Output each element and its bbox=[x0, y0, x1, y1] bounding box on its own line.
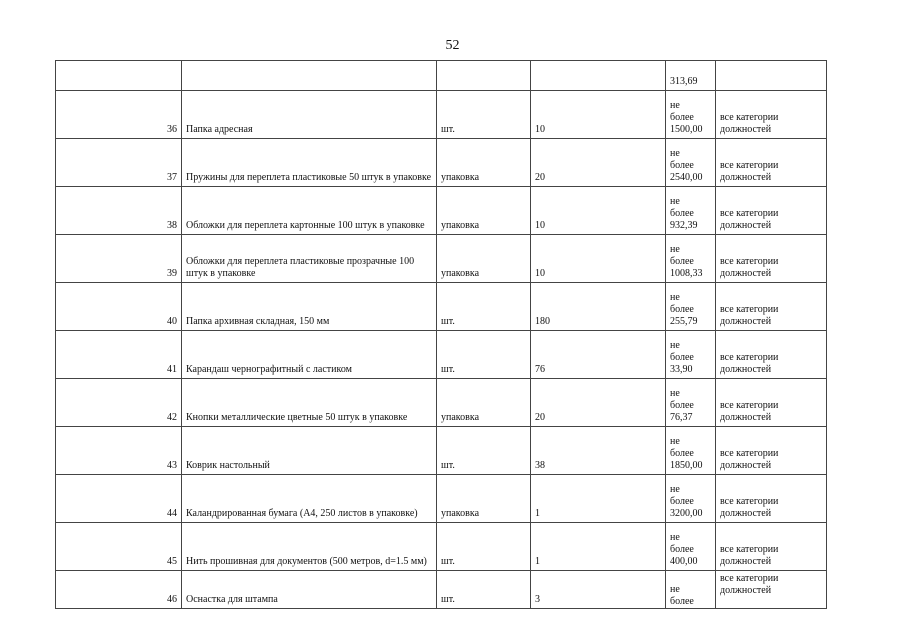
item-name-cell: Каландрированная бумага (А4, 250 листов в упаковке) bbox=[182, 475, 437, 523]
quantity-cell: 38 bbox=[531, 427, 666, 475]
page-number: 52 bbox=[445, 38, 460, 53]
row-number-cell: 44 bbox=[56, 475, 182, 523]
price-line: 255,79 bbox=[670, 316, 698, 327]
row-number-cell: 40 bbox=[56, 283, 182, 331]
quantity-cell: 10 bbox=[531, 91, 666, 139]
item-name-cell: Коврик настольный bbox=[182, 427, 437, 475]
category-cell: все категории должностей bbox=[716, 523, 827, 571]
item-name-cell bbox=[182, 61, 437, 91]
quantity-cell: 1 bbox=[531, 523, 666, 571]
item-name-cell: Карандаш чернографитный с ластиком bbox=[182, 331, 437, 379]
unit-cell: упаковка bbox=[437, 475, 531, 523]
price-line: 400,00 bbox=[670, 556, 698, 567]
quantity-cell: 10 bbox=[531, 187, 666, 235]
price-cell bbox=[666, 139, 716, 187]
price-line: 3200,00 bbox=[670, 508, 703, 519]
category-cell: все категории должностей bbox=[716, 427, 827, 475]
price-line: не bbox=[670, 292, 680, 303]
price-line: не bbox=[670, 484, 680, 495]
price-cell bbox=[666, 283, 716, 331]
table-row bbox=[56, 61, 827, 91]
table-row bbox=[56, 235, 827, 283]
price-line: более bbox=[670, 256, 694, 267]
table-row bbox=[56, 283, 827, 331]
price-line: не bbox=[670, 196, 680, 207]
price-cell bbox=[666, 427, 716, 475]
price-line: более bbox=[670, 160, 694, 171]
price-cell bbox=[666, 475, 716, 523]
row-number-cell: 41 bbox=[56, 331, 182, 379]
price-line: 1008,33 bbox=[670, 268, 703, 279]
table-row bbox=[56, 475, 827, 523]
row-number-cell: 45 bbox=[56, 523, 182, 571]
price-line: более bbox=[670, 304, 694, 315]
unit-cell: шт. bbox=[437, 427, 531, 475]
unit-cell: упаковка bbox=[437, 379, 531, 427]
table-row bbox=[56, 91, 827, 139]
quantity-cell: 3 bbox=[531, 571, 666, 609]
table-row bbox=[56, 379, 827, 427]
price-line: 33,90 bbox=[670, 364, 693, 375]
price-line: не bbox=[670, 148, 680, 159]
price-line: более bbox=[670, 544, 694, 555]
price-line: более bbox=[670, 112, 694, 123]
category-cell: все категории должностей bbox=[716, 283, 827, 331]
unit-cell: упаковка bbox=[437, 187, 531, 235]
item-name-cell: Обложки для переплета картонные 100 штук в упаковке bbox=[182, 187, 437, 235]
row-number-cell: 38 bbox=[56, 187, 182, 235]
item-name-cell: Папка архивная складная, 150 мм bbox=[182, 283, 437, 331]
row-number-cell: 43 bbox=[56, 427, 182, 475]
row-number-cell: 46 bbox=[56, 571, 182, 609]
price-cell bbox=[666, 91, 716, 139]
price-line: не bbox=[670, 340, 680, 351]
unit-cell: упаковка bbox=[437, 235, 531, 283]
table-row bbox=[56, 523, 827, 571]
quantity-cell: 76 bbox=[531, 331, 666, 379]
category-cell: все категории должностей bbox=[716, 475, 827, 523]
price-line: не bbox=[670, 584, 680, 595]
category-cell: все категории должностей bbox=[716, 91, 827, 139]
price-line: более bbox=[670, 352, 694, 363]
unit-cell: упаковка bbox=[437, 139, 531, 187]
row-number-cell: 37 bbox=[56, 139, 182, 187]
quantity-cell: 20 bbox=[531, 139, 666, 187]
row-number-cell: 42 bbox=[56, 379, 182, 427]
price-line: 932,39 bbox=[670, 220, 698, 231]
price-line: более bbox=[670, 208, 694, 219]
table-row bbox=[56, 331, 827, 379]
unit-cell: шт. bbox=[437, 91, 531, 139]
quantity-cell: 180 bbox=[531, 283, 666, 331]
price-line: не bbox=[670, 100, 680, 111]
price-line: более bbox=[670, 400, 694, 411]
unit-cell bbox=[437, 61, 531, 91]
table-row bbox=[56, 139, 827, 187]
price-value: 313,69 bbox=[670, 76, 698, 87]
unit-cell: шт. bbox=[437, 523, 531, 571]
price-line: 1500,00 bbox=[670, 124, 703, 135]
item-name-cell: Папка адресная bbox=[182, 91, 437, 139]
item-name-cell: Обложки для переплета пластиковые прозрачные 100 штук в упаковке bbox=[182, 235, 437, 283]
price-line: не bbox=[670, 388, 680, 399]
price-line: более bbox=[670, 496, 694, 507]
quantity-cell: 1 bbox=[531, 475, 666, 523]
row-number-cell: 39 bbox=[56, 235, 182, 283]
price-line: не bbox=[670, 436, 680, 447]
price-cell bbox=[666, 523, 716, 571]
price-cell bbox=[666, 235, 716, 283]
price-line: более bbox=[670, 448, 694, 459]
item-name-cell: Оснастка для штампа bbox=[182, 571, 437, 609]
price-line: не bbox=[670, 532, 680, 543]
table-row bbox=[56, 571, 827, 609]
price-line: 76,37 bbox=[670, 412, 693, 423]
price-cell bbox=[666, 331, 716, 379]
price-line: не bbox=[670, 244, 680, 255]
price-cell bbox=[666, 187, 716, 235]
category-cell bbox=[716, 61, 827, 91]
price-cell bbox=[666, 379, 716, 427]
unit-cell: шт. bbox=[437, 571, 531, 609]
table-row bbox=[56, 427, 827, 475]
items-table bbox=[55, 60, 827, 609]
quantity-cell: 20 bbox=[531, 379, 666, 427]
price-cell bbox=[666, 61, 716, 91]
category-cell: все категории должностей bbox=[716, 379, 827, 427]
price-line: более bbox=[670, 596, 694, 607]
category-cell: все категории должностей bbox=[716, 187, 827, 235]
item-name-cell: Пружины для переплета пластиковые 50 штук в упаковке bbox=[182, 139, 437, 187]
category-cell: все категории должностей bbox=[716, 139, 827, 187]
quantity-cell bbox=[531, 61, 666, 91]
item-name-cell: Нить прошивная для документов (500 метров, d=1.5 мм) bbox=[182, 523, 437, 571]
row-number-cell: 36 bbox=[56, 91, 182, 139]
row-number-cell bbox=[56, 61, 182, 91]
price-line: 1850,00 bbox=[670, 460, 703, 471]
category-cell: все категории должностей bbox=[716, 235, 827, 283]
price-line: 2540,00 bbox=[670, 172, 703, 183]
table-row bbox=[56, 187, 827, 235]
item-name-cell: Кнопки металлические цветные 50 штук в упаковке bbox=[182, 379, 437, 427]
category-cell: все категории должностей bbox=[716, 331, 827, 379]
quantity-cell: 10 bbox=[531, 235, 666, 283]
unit-cell: шт. bbox=[437, 283, 531, 331]
category-cell: все категории должностей bbox=[716, 571, 827, 609]
price-cell bbox=[666, 571, 716, 609]
unit-cell: шт. bbox=[437, 331, 531, 379]
